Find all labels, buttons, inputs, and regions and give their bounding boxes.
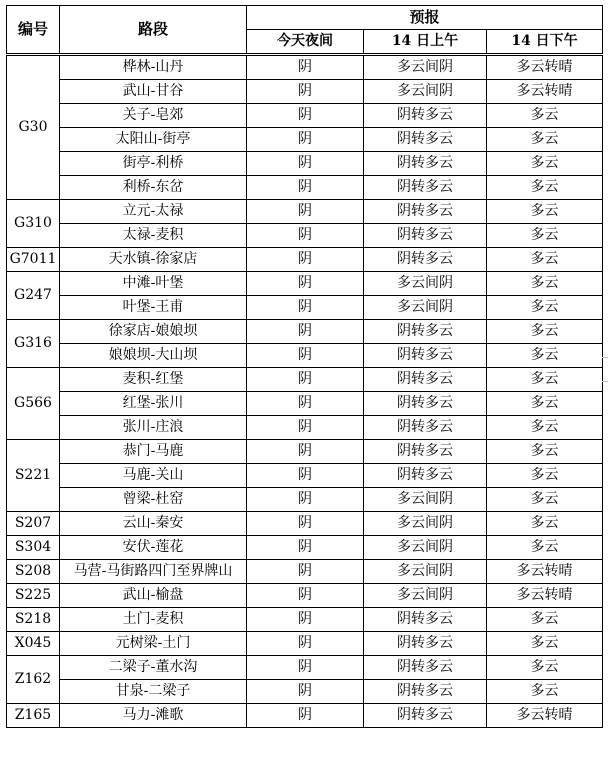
section-cell: 娘娘坝-大山坝 xyxy=(60,344,247,368)
section-cell: 马力-滩歌 xyxy=(60,704,247,728)
morning-cell: 阴转多云 xyxy=(364,344,487,368)
table-row xyxy=(7,560,603,584)
morning-cell: 多云间阴 xyxy=(364,272,487,296)
tonight-cell: 阴 xyxy=(247,248,364,272)
road-code-cell: X045 xyxy=(7,632,60,656)
tonight-cell: 阴 xyxy=(247,128,364,152)
afternoon-cell: 多云 xyxy=(487,680,603,704)
afternoon-cell: 多云 xyxy=(487,512,603,536)
road-code-cell: Z162 xyxy=(7,656,60,704)
road-code-cell: S221 xyxy=(7,440,60,512)
section-cell: 立元-太禄 xyxy=(60,200,247,224)
morning-cell: 阴转多云 xyxy=(364,704,487,728)
tonight-cell: 阴 xyxy=(247,488,364,512)
table-row xyxy=(7,416,603,440)
morning-cell: 多云间阴 xyxy=(364,80,487,104)
table-row xyxy=(7,152,603,176)
section-cell: 太禄-麦积 xyxy=(60,224,247,248)
table-row xyxy=(7,392,603,416)
morning-cell: 阴转多云 xyxy=(364,608,487,632)
afternoon-cell: 多云 xyxy=(487,200,603,224)
table-row xyxy=(7,368,603,392)
section-cell: 恭门-马鹿 xyxy=(60,440,247,464)
table-row xyxy=(7,248,603,272)
section-cell: 关子-皂郊 xyxy=(60,104,247,128)
afternoon-cell: 多云转晴 xyxy=(487,55,603,80)
section-cell: 天水镇-徐家店 xyxy=(60,248,247,272)
afternoon-cell: 多云 xyxy=(487,320,603,344)
section-cell: 元树梁-土门 xyxy=(60,632,247,656)
section-cell: 中滩-叶堡 xyxy=(60,272,247,296)
table-row xyxy=(7,536,603,560)
tonight-cell: 阴 xyxy=(247,344,364,368)
header-code: 编号 xyxy=(7,6,60,55)
afternoon-cell: 多云 xyxy=(487,416,603,440)
section-cell: 安伏-莲花 xyxy=(60,536,247,560)
road-code-cell: S225 xyxy=(7,584,60,608)
tonight-cell: 阴 xyxy=(247,512,364,536)
tonight-cell: 阴 xyxy=(247,55,364,80)
tonight-cell: 阴 xyxy=(247,296,364,320)
table-row xyxy=(7,344,603,368)
afternoon-cell: 多云 xyxy=(487,104,603,128)
section-cell: 武山-甘谷 xyxy=(60,80,247,104)
morning-cell: 阴转多云 xyxy=(364,176,487,200)
tonight-cell: 阴 xyxy=(247,560,364,584)
table-row xyxy=(7,104,603,128)
morning-cell: 阴转多云 xyxy=(364,656,487,680)
morning-cell: 阴转多云 xyxy=(364,200,487,224)
tonight-cell: 阴 xyxy=(247,200,364,224)
afternoon-cell: 多云 xyxy=(487,488,603,512)
section-cell: 徐家店-娘娘坝 xyxy=(60,320,247,344)
section-cell: 甘泉-二梁子 xyxy=(60,680,247,704)
table-row xyxy=(7,656,603,680)
tonight-cell: 阴 xyxy=(247,440,364,464)
tonight-cell: 阴 xyxy=(247,320,364,344)
section-cell: 红堡-张川 xyxy=(60,392,247,416)
morning-cell: 阴转多云 xyxy=(364,632,487,656)
morning-cell: 阴转多云 xyxy=(364,224,487,248)
table-row xyxy=(7,128,603,152)
header-period-tonight: 今天夜间 xyxy=(247,30,364,55)
tonight-cell: 阴 xyxy=(247,416,364,440)
header-section: 路段 xyxy=(60,6,247,55)
table-body xyxy=(7,55,603,728)
afternoon-cell: 多云 xyxy=(487,608,603,632)
header-period-afternoon: 14 日下午 xyxy=(487,30,603,55)
road-code-cell: S218 xyxy=(7,608,60,632)
afternoon-cell: 多云 xyxy=(487,152,603,176)
afternoon-cell: 多云 xyxy=(487,176,603,200)
morning-cell: 多云间阴 xyxy=(364,296,487,320)
morning-cell: 阴转多云 xyxy=(364,368,487,392)
section-cell: 街亭-利桥 xyxy=(60,152,247,176)
tonight-cell: 阴 xyxy=(247,680,364,704)
tonight-cell: 阴 xyxy=(247,656,364,680)
morning-cell: 多云间阴 xyxy=(364,55,487,80)
section-cell: 麦积-红堡 xyxy=(60,368,247,392)
afternoon-cell: 多云 xyxy=(487,632,603,656)
afternoon-cell: 多云 xyxy=(487,128,603,152)
afternoon-cell: 多云 xyxy=(487,224,603,248)
road-code-cell: G316 xyxy=(7,320,60,368)
tonight-cell: 阴 xyxy=(247,104,364,128)
section-cell: 马鹿-关山 xyxy=(60,464,247,488)
road-code-cell: G247 xyxy=(7,272,60,320)
table-row xyxy=(7,200,603,224)
road-code-cell: S207 xyxy=(7,512,60,536)
afternoon-cell: 多云 xyxy=(487,248,603,272)
table-row xyxy=(7,320,603,344)
afternoon-cell: 多云转晴 xyxy=(487,560,603,584)
table-row xyxy=(7,296,603,320)
road-code-cell: G566 xyxy=(7,368,60,440)
afternoon-cell: 多云 xyxy=(487,368,603,392)
tonight-cell: 阴 xyxy=(247,392,364,416)
header-period-morning: 14 日上午 xyxy=(364,30,487,55)
section-cell: 武山-榆盘 xyxy=(60,584,247,608)
afternoon-cell: 多云 xyxy=(487,344,603,368)
tonight-cell: 阴 xyxy=(247,704,364,728)
table-row xyxy=(7,464,603,488)
morning-cell: 阴转多云 xyxy=(364,464,487,488)
road-code-cell: G310 xyxy=(7,200,60,248)
section-cell: 利桥-东岔 xyxy=(60,176,247,200)
section-cell: 桦林-山丹 xyxy=(60,55,247,80)
road-code-cell: Z165 xyxy=(7,704,60,728)
morning-cell: 阴转多云 xyxy=(364,320,487,344)
table-row xyxy=(7,608,603,632)
road-code-cell: S304 xyxy=(7,536,60,560)
tonight-cell: 阴 xyxy=(247,80,364,104)
table-row xyxy=(7,272,603,296)
afternoon-cell: 多云 xyxy=(487,536,603,560)
table-row xyxy=(7,512,603,536)
tonight-cell: 阴 xyxy=(247,584,364,608)
section-cell: 叶堡-王甫 xyxy=(60,296,247,320)
table-row xyxy=(7,680,603,704)
section-cell: 二梁子-董水沟 xyxy=(60,656,247,680)
tonight-cell: 阴 xyxy=(247,536,364,560)
table-row xyxy=(7,55,603,80)
section-cell: 土门-麦积 xyxy=(60,608,247,632)
morning-cell: 阴转多云 xyxy=(364,128,487,152)
edge-mark xyxy=(602,381,608,382)
tonight-cell: 阴 xyxy=(247,176,364,200)
section-cell: 马营-马街路四门至界牌山 xyxy=(60,560,247,584)
road-code-cell: S208 xyxy=(7,560,60,584)
section-cell: 曾梁-杜窑 xyxy=(60,488,247,512)
afternoon-cell: 多云 xyxy=(487,440,603,464)
morning-cell: 阴转多云 xyxy=(364,104,487,128)
morning-cell: 阴转多云 xyxy=(364,440,487,464)
morning-cell: 多云间阴 xyxy=(364,512,487,536)
section-cell: 张川-庄浪 xyxy=(60,416,247,440)
afternoon-cell: 多云转晴 xyxy=(487,704,603,728)
table-row xyxy=(7,584,603,608)
edge-mark xyxy=(602,357,608,358)
tonight-cell: 阴 xyxy=(247,368,364,392)
afternoon-cell: 多云 xyxy=(487,296,603,320)
table-row xyxy=(7,488,603,512)
morning-cell: 多云间阴 xyxy=(364,488,487,512)
afternoon-cell: 多云 xyxy=(487,656,603,680)
morning-cell: 多云间阴 xyxy=(364,536,487,560)
afternoon-cell: 多云 xyxy=(487,464,603,488)
morning-cell: 阴转多云 xyxy=(364,152,487,176)
table-row xyxy=(7,80,603,104)
tonight-cell: 阴 xyxy=(247,224,364,248)
morning-cell: 阴转多云 xyxy=(364,416,487,440)
morning-cell: 阴转多云 xyxy=(364,248,487,272)
section-cell: 太阳山-街亭 xyxy=(60,128,247,152)
table-row xyxy=(7,632,603,656)
tonight-cell: 阴 xyxy=(247,632,364,656)
afternoon-cell: 多云转晴 xyxy=(487,584,603,608)
forecast-table xyxy=(6,5,603,728)
table-row xyxy=(7,440,603,464)
table-row xyxy=(7,176,603,200)
morning-cell: 阴转多云 xyxy=(364,392,487,416)
road-code-cell: G30 xyxy=(7,55,60,200)
header-forecast: 预报 xyxy=(247,6,603,30)
afternoon-cell: 多云转晴 xyxy=(487,80,603,104)
section-cell: 云山-秦安 xyxy=(60,512,247,536)
tonight-cell: 阴 xyxy=(247,464,364,488)
afternoon-cell: 多云 xyxy=(487,272,603,296)
afternoon-cell: 多云 xyxy=(487,392,603,416)
table-row xyxy=(7,224,603,248)
road-code-cell: G7011 xyxy=(7,248,60,272)
tonight-cell: 阴 xyxy=(247,272,364,296)
morning-cell: 阴转多云 xyxy=(364,680,487,704)
tonight-cell: 阴 xyxy=(247,152,364,176)
table-row xyxy=(7,704,603,728)
morning-cell: 多云间阴 xyxy=(364,584,487,608)
morning-cell: 多云间阴 xyxy=(364,560,487,584)
tonight-cell: 阴 xyxy=(247,608,364,632)
